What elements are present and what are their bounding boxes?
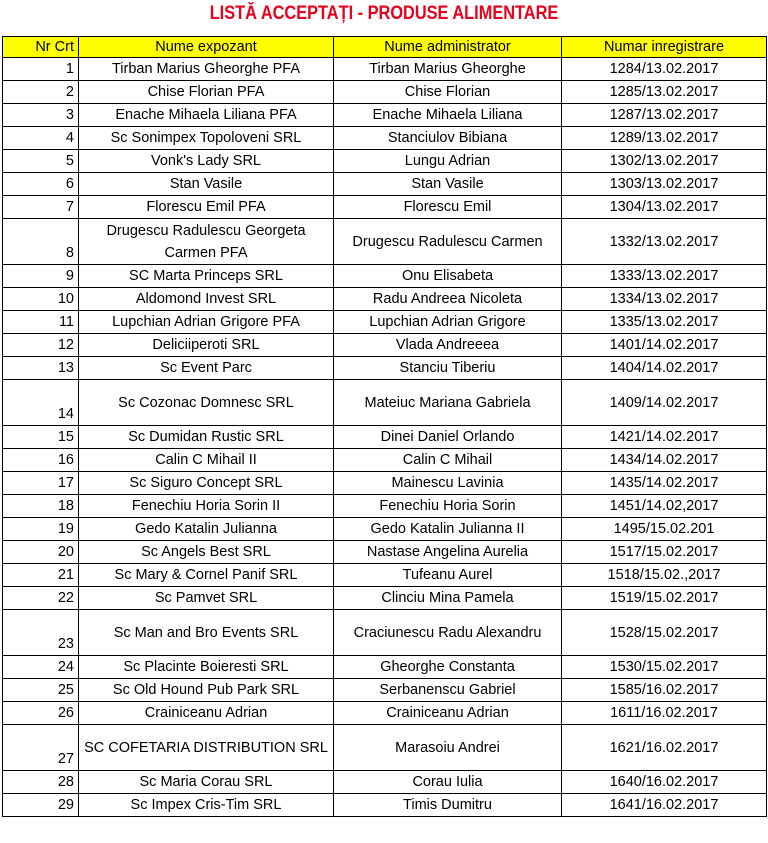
cell-numar-inregistrare: 1335/13.02.2017 [562,311,767,334]
cell-nume-administrator: Radu Andreea Nicoleta [334,288,562,311]
cell-nume-administrator: Tufeanu Aurel [334,564,562,587]
cell-numar-inregistrare: 1302/13.02.2017 [562,150,767,173]
cell-nr-crt: 3 [3,104,79,127]
cell-numar-inregistrare: 1530/15.02.2017 [562,656,767,679]
table-row [3,426,767,449]
cell-nr-crt: 28 [3,771,79,794]
cell-numar-inregistrare: 1332/13.02.2017 [562,219,767,265]
cell-nume-expozant: Sc Dumidan Rustic SRL [79,426,334,449]
cell-nume-expozant: SC COFETARIA DISTRIBUTION SRL [79,725,334,771]
cell-nume-administrator: Dinei Daniel Orlando [334,426,562,449]
cell-nume-administrator: Calin C Mihail [334,449,562,472]
cell-nume-expozant: Crainiceanu Adrian [79,702,334,725]
cell-nr-crt: 12 [3,334,79,357]
cell-nume-expozant: Chise Florian PFA [79,81,334,104]
cell-nume-administrator: Chise Florian [334,81,562,104]
cell-nume-expozant: Florescu Emil PFA [79,196,334,219]
cell-nr-crt: 5 [3,150,79,173]
cell-nume-expozant: Drugescu Radulescu Georgeta Carmen PFA [79,219,334,265]
cell-nume-administrator: Crainiceanu Adrian [334,702,562,725]
cell-nume-expozant: Lupchian Adrian Grigore PFA [79,311,334,334]
cell-nr-crt: 14 [3,380,79,426]
cell-nume-expozant: Sc Old Hound Pub Park SRL [79,679,334,702]
cell-nume-administrator: Gedo Katalin Julianna II [334,518,562,541]
cell-nume-administrator: Mainescu Lavinia [334,472,562,495]
cell-nume-expozant: Stan Vasile [79,173,334,196]
cell-nume-administrator: Mateiuc Mariana Gabriela [334,380,562,426]
cell-numar-inregistrare: 1640/16.02.2017 [562,771,767,794]
cell-nume-expozant: Sc Event Parc [79,357,334,380]
cell-nume-expozant: Sc Angels Best SRL [79,541,334,564]
cell-nume-expozant: Aldomond Invest SRL [79,288,334,311]
cell-nume-expozant: Sc Mary & Cornel Panif SRL [79,564,334,587]
cell-numar-inregistrare: 1303/13.02.2017 [562,173,767,196]
cell-numar-inregistrare: 1304/13.02.2017 [562,196,767,219]
cell-nume-expozant: Sc Siguro Concept SRL [79,472,334,495]
cell-nr-crt: 7 [3,196,79,219]
cell-nr-crt: 4 [3,127,79,150]
table-row [3,196,767,219]
cell-nume-expozant: SC Marta Princeps SRL [79,265,334,288]
cell-nume-administrator: Craciunescu Radu Alexandru [334,610,562,656]
cell-numar-inregistrare: 1518/15.02.,2017 [562,564,767,587]
cell-nume-administrator: Florescu Emil [334,196,562,219]
table-row [3,150,767,173]
cell-nume-administrator: Gheorghe Constanta [334,656,562,679]
cell-nr-crt: 26 [3,702,79,725]
cell-nume-administrator: Enache Mihaela Liliana [334,104,562,127]
cell-nr-crt: 24 [3,656,79,679]
cell-nume-expozant: Deliciiperoti SRL [79,334,334,357]
cell-nr-crt: 17 [3,472,79,495]
page-title: LISTĂ ACCEPTAȚI - PRODUSE ALIMENTARE [209,3,559,24]
cell-nume-administrator: Lupchian Adrian Grigore [334,311,562,334]
cell-numar-inregistrare: 1451/14.02,2017 [562,495,767,518]
cell-nume-administrator: Stanciu Tiberiu [334,357,562,380]
table-row [3,127,767,150]
table-row [3,541,767,564]
cell-nume-expozant: Sc Impex Cris-Tim SRL [79,794,334,817]
cell-nr-crt: 25 [3,679,79,702]
table-row [3,357,767,380]
cell-nume-expozant: Sc Cozonac Domnesc SRL [79,380,334,426]
cell-numar-inregistrare: 1611/16.02.2017 [562,702,767,725]
cell-nume-administrator: Stanciulov Bibiana [334,127,562,150]
cell-nr-crt: 19 [3,518,79,541]
cell-nume-administrator: Stan Vasile [334,173,562,196]
cell-nume-expozant: Vonk's Lady SRL [79,150,334,173]
cell-nume-expozant: Fenechiu Horia Sorin II [79,495,334,518]
cell-nume-expozant: Sc Placinte Boieresti SRL [79,656,334,679]
table-row [3,58,767,81]
table-row [3,472,767,495]
cell-nume-expozant: Gedo Katalin Julianna [79,518,334,541]
cell-nr-crt: 22 [3,587,79,610]
cell-nume-administrator: Fenechiu Horia Sorin [334,495,562,518]
table-row [3,564,767,587]
cell-nume-administrator: Nastase Angelina Aurelia [334,541,562,564]
cell-numar-inregistrare: 1333/13.02.2017 [562,265,767,288]
cell-numar-inregistrare: 1404/14.02.2017 [562,357,767,380]
cell-nr-crt: 18 [3,495,79,518]
cell-nume-expozant: Tirban Marius Gheorghe PFA [79,58,334,81]
cell-nr-crt: 10 [3,288,79,311]
cell-numar-inregistrare: 1435/14.02.2017 [562,472,767,495]
table-row [3,334,767,357]
cell-nume-administrator: Clinciu Mina Pamela [334,587,562,610]
cell-numar-inregistrare: 1621/16.02.2017 [562,725,767,771]
cell-nume-administrator: Lungu Adrian [334,150,562,173]
table-header-row [3,37,767,58]
cell-numar-inregistrare: 1528/15.02.2017 [562,610,767,656]
cell-nume-administrator: Serbanenscu Gabriel [334,679,562,702]
cell-nume-expozant: Sc Man and Bro Events SRL [79,610,334,656]
cell-nr-crt: 1 [3,58,79,81]
cell-nume-administrator: Vlada Andreeea [334,334,562,357]
cell-nume-administrator: Drugescu Radulescu Carmen [334,219,562,265]
cell-nr-crt: 27 [3,725,79,771]
cell-numar-inregistrare: 1519/15.02.2017 [562,587,767,610]
cell-numar-inregistrare: 1409/14.02.2017 [562,380,767,426]
table-row [3,610,767,656]
cell-nume-administrator: Tirban Marius Gheorghe [334,58,562,81]
cell-nr-crt: 16 [3,449,79,472]
cell-numar-inregistrare: 1434/14.02.2017 [562,449,767,472]
cell-nr-crt: 29 [3,794,79,817]
table-row [3,288,767,311]
cell-numar-inregistrare: 1641/16.02.2017 [562,794,767,817]
table-row [3,794,767,817]
table-row [3,104,767,127]
cell-numar-inregistrare: 1495/15.02.201 [562,518,767,541]
cell-numar-inregistrare: 1401/14.02.2017 [562,334,767,357]
cell-nr-crt: 15 [3,426,79,449]
cell-numar-inregistrare: 1284/13.02.2017 [562,58,767,81]
cell-numar-inregistrare: 1585/16.02.2017 [562,679,767,702]
cell-numar-inregistrare: 1334/13.02.2017 [562,288,767,311]
table-row [3,380,767,426]
cell-nume-expozant: Calin C Mihail II [79,449,334,472]
cell-nr-crt: 13 [3,357,79,380]
exhibitor-table [2,36,767,817]
cell-numar-inregistrare: 1517/15.02.2017 [562,541,767,564]
cell-nume-administrator: Onu Elisabeta [334,265,562,288]
cell-nr-crt: 20 [3,541,79,564]
cell-nume-administrator: Timis Dumitru [334,794,562,817]
cell-nr-crt: 21 [3,564,79,587]
table-body [3,58,767,817]
cell-nume-expozant: Sc Sonimpex Topoloveni SRL [79,127,334,150]
cell-nume-administrator: Marasoiu Andrei [334,725,562,771]
table-row [3,771,767,794]
cell-numar-inregistrare: 1289/13.02.2017 [562,127,767,150]
column-header-nume-expozant: Nume expozant [79,37,334,58]
table-row [3,449,767,472]
cell-nume-expozant: Enache Mihaela Liliana PFA [79,104,334,127]
table-row [3,656,767,679]
table-row [3,518,767,541]
table-row [3,265,767,288]
cell-nr-crt: 23 [3,610,79,656]
column-header-nr-crt: Nr Crt [3,37,79,58]
table-row [3,311,767,334]
column-header-nume-administrator: Nume administrator [334,37,562,58]
table-row [3,725,767,771]
cell-nr-crt: 2 [3,81,79,104]
cell-numar-inregistrare: 1287/13.02.2017 [562,104,767,127]
cell-nr-crt: 8 [3,219,79,265]
cell-nr-crt: 6 [3,173,79,196]
table-row [3,702,767,725]
table-row [3,81,767,104]
cell-numar-inregistrare: 1421/14.02.2017 [562,426,767,449]
table-row [3,219,767,265]
column-header-numar-inregistrare: Numar inregistrare [562,37,767,58]
cell-nume-expozant: Sc Pamvet SRL [79,587,334,610]
table-row [3,679,767,702]
table-row [3,495,767,518]
cell-numar-inregistrare: 1285/13.02.2017 [562,81,767,104]
cell-nr-crt: 11 [3,311,79,334]
table-row [3,587,767,610]
cell-nume-expozant: Sc Maria Corau SRL [79,771,334,794]
cell-nr-crt: 9 [3,265,79,288]
cell-nume-administrator: Corau Iulia [334,771,562,794]
table-row [3,173,767,196]
